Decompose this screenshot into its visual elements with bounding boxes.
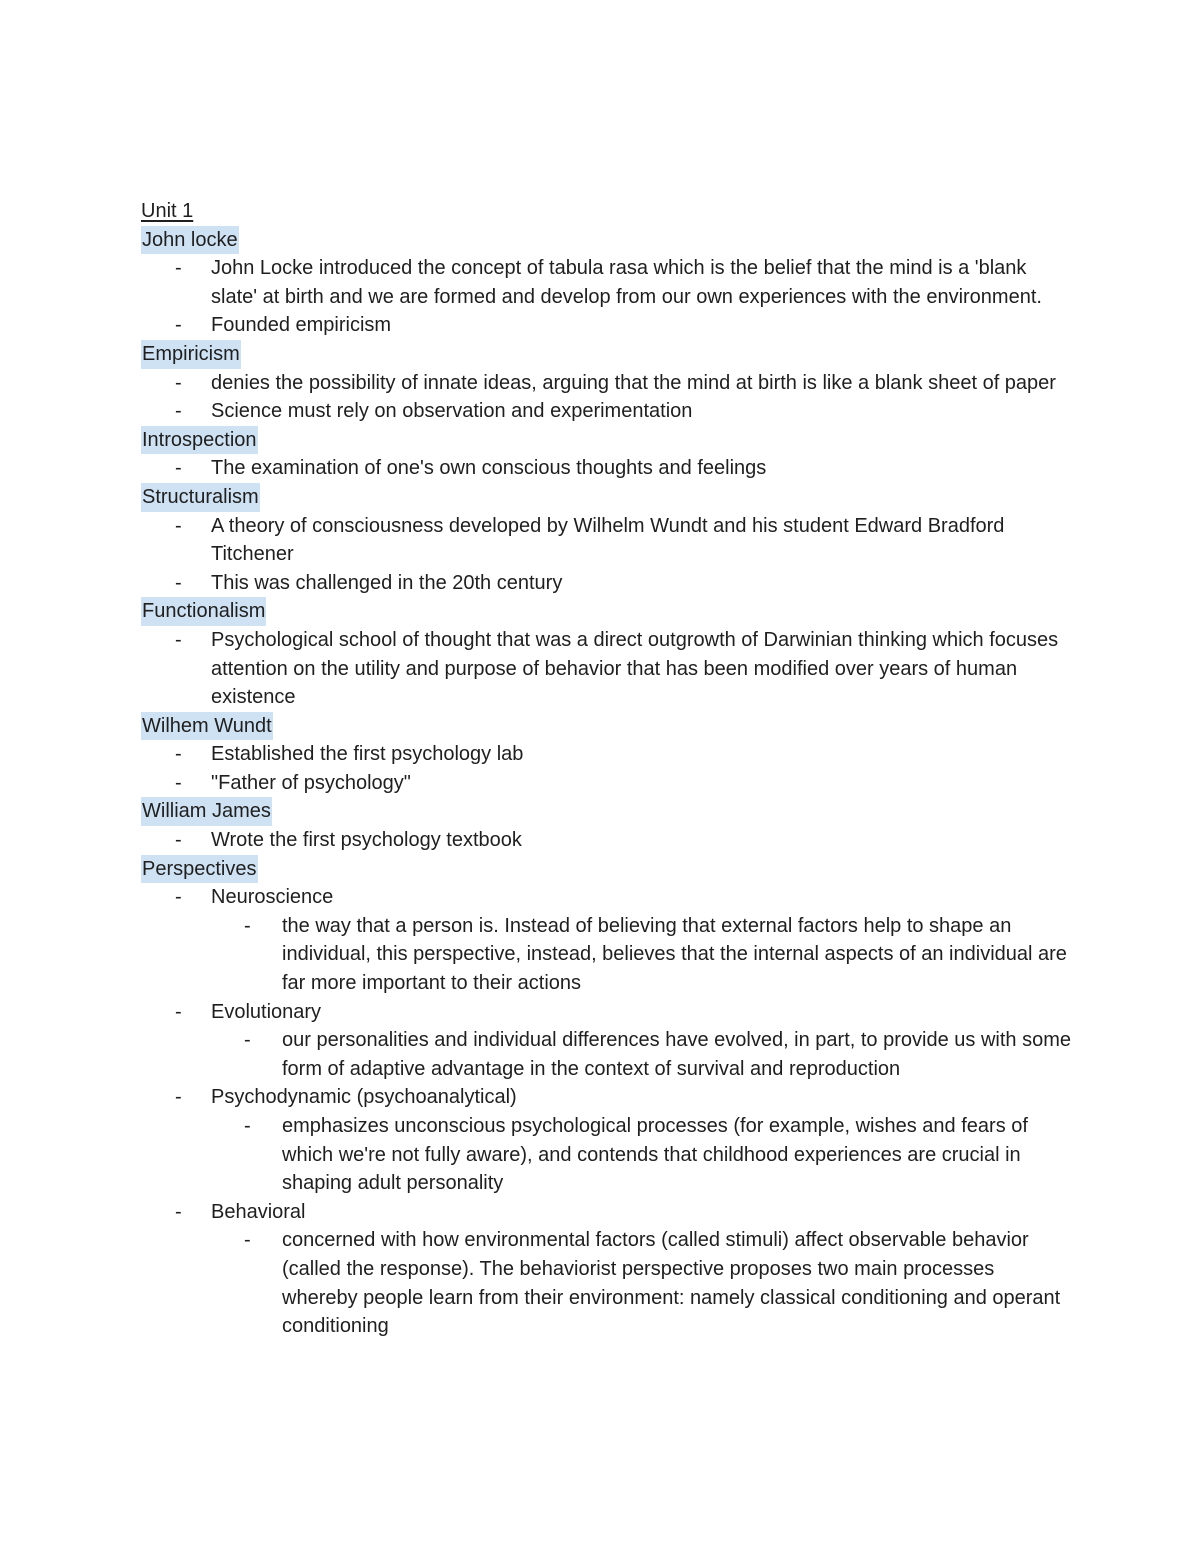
bullet-list [141, 883, 1071, 1341]
list-item: - "Father of psychology" [141, 769, 1071, 798]
dash-bullet: - [175, 400, 182, 423]
bullet-list [141, 454, 1071, 483]
dash-bullet: - [244, 914, 251, 937]
list-item: - Established the first psychology lab [141, 740, 1071, 769]
list-item: - Behavioral - concerned with how environmental factors (called stimuli) affect observable behavior (called the response). The behaviorist perspective proposes two main processes whereby people learn from their environment: namely classical conditioning and operant conditioning [141, 1198, 1071, 1341]
section-heading: Functionalism [141, 597, 266, 626]
dash-bullet: - [175, 771, 182, 794]
section-empiricism [141, 340, 1071, 369]
list-item: - John Locke introduced the concept of tabula rasa which is the belief that the mind is a 'blank slate' at birth and we are formed and develop from our own experiences with the environment. [141, 254, 1071, 311]
section-heading: Structuralism [141, 483, 260, 512]
dash-bullet: - [175, 1086, 182, 1109]
bullet-list [141, 626, 1071, 712]
sub-bullet-list [211, 1226, 1071, 1340]
section-heading: Introspection [141, 426, 258, 455]
section-heading: William James [141, 797, 272, 826]
section-william-james [141, 797, 1071, 826]
section-heading: Wilhem Wundt [141, 712, 273, 741]
dash-bullet: - [175, 314, 182, 337]
sub-list-item: - the way that a person is. Instead of believing that external factors help to shape an individual, this perspective, instead, believes that the internal aspects of an individual are far more important to their actions [211, 912, 1071, 998]
dash-bullet: - [244, 1229, 251, 1252]
dash-bullet: - [244, 1115, 251, 1137]
bullet-list [141, 254, 1071, 340]
list-item: - denies the possibility of innate ideas, arguing that the mind at birth is like a blank sheet of paper [141, 369, 1071, 398]
document-title: Unit 1 [141, 200, 194, 222]
bullet-list [141, 512, 1071, 598]
section-wilhem-wundt [141, 712, 1071, 741]
dash-bullet: - [244, 1029, 251, 1052]
dash-bullet: - [175, 886, 182, 909]
dash-bullet: - [175, 829, 182, 852]
dash-bullet: - [175, 257, 182, 280]
list-item: - The examination of one's own conscious thoughts and feelings [141, 454, 1071, 483]
bullet-list [141, 826, 1071, 855]
list-item: - Psychodynamic (psychoanalytical) - emphasizes unconscious psychological processes (for example, wishes and fears of which we're not fully aware), and contends that childhood experiences are crucial in shaping adult personality [141, 1083, 1071, 1197]
sub-list-item: - our personalities and individual differences have evolved, in part, to provide us with some form of adaptive advantage in the context of survival and reproduction [211, 1026, 1071, 1083]
sub-list-item: - concerned with how environmental factors (called stimuli) affect observable behavior (called the response). The behaviorist perspective proposes two main processes whereby people learn from their environment: namely classical conditioning and operant conditioning [211, 1226, 1071, 1340]
sub-bullet-list [211, 1026, 1071, 1083]
list-item: - Wrote the first psychology textbook [141, 826, 1071, 855]
list-item: - Science must rely on observation and experimentation [141, 397, 1071, 426]
dash-bullet: - [175, 628, 182, 651]
dash-bullet: - [175, 457, 182, 480]
dash-bullet: - [175, 1200, 182, 1223]
sub-bullet-list [211, 1112, 1071, 1198]
list-item: - A theory of consciousness developed by Wilhelm Wundt and his student Edward Bradford Titchener [141, 512, 1071, 569]
list-item: - Founded empiricism [141, 311, 1071, 340]
bullet-list [141, 369, 1071, 426]
section-introspection [141, 426, 1071, 455]
section-functionalism [141, 597, 1071, 626]
list-item: - Psychological school of thought that was a direct outgrowth of Darwinian thinking which focuses attention on the utility and purpose of behavior that has been modified over years of human existence [141, 626, 1071, 712]
dash-bullet: - [175, 571, 182, 594]
sub-bullet-list [211, 912, 1071, 998]
dash-bullet: - [175, 743, 182, 766]
list-item: - Neuroscience - the way that a person is. Instead of believing that external factors help to shape an individual, this perspective, instead, believes that the internal aspects of an individual are far more important to their actions [141, 883, 1071, 997]
section-structuralism [141, 483, 1071, 512]
section-heading: John locke [141, 226, 239, 255]
sub-list-item: - emphasizes unconscious psychological processes (for example, wishes and fears of which we're not fully aware), and contends that childhood experiences are crucial in shaping adult personality [211, 1112, 1071, 1198]
dash-bullet: - [175, 514, 182, 537]
bullet-list [141, 740, 1071, 797]
dash-bullet: - [175, 371, 182, 394]
list-item: - This was challenged in the 20th century [141, 569, 1071, 598]
section-heading: Perspectives [141, 855, 258, 884]
list-item: - Evolutionary - our personalities and individual differences have evolved, in part, to provide us with some form of adaptive advantage in the context of survival and reproduction [141, 998, 1071, 1084]
document-page [141, 197, 1071, 1341]
section-heading: Empiricism [141, 340, 241, 369]
dash-bullet: - [175, 1000, 182, 1023]
section-john-locke [141, 226, 1071, 255]
section-perspectives [141, 855, 1071, 884]
